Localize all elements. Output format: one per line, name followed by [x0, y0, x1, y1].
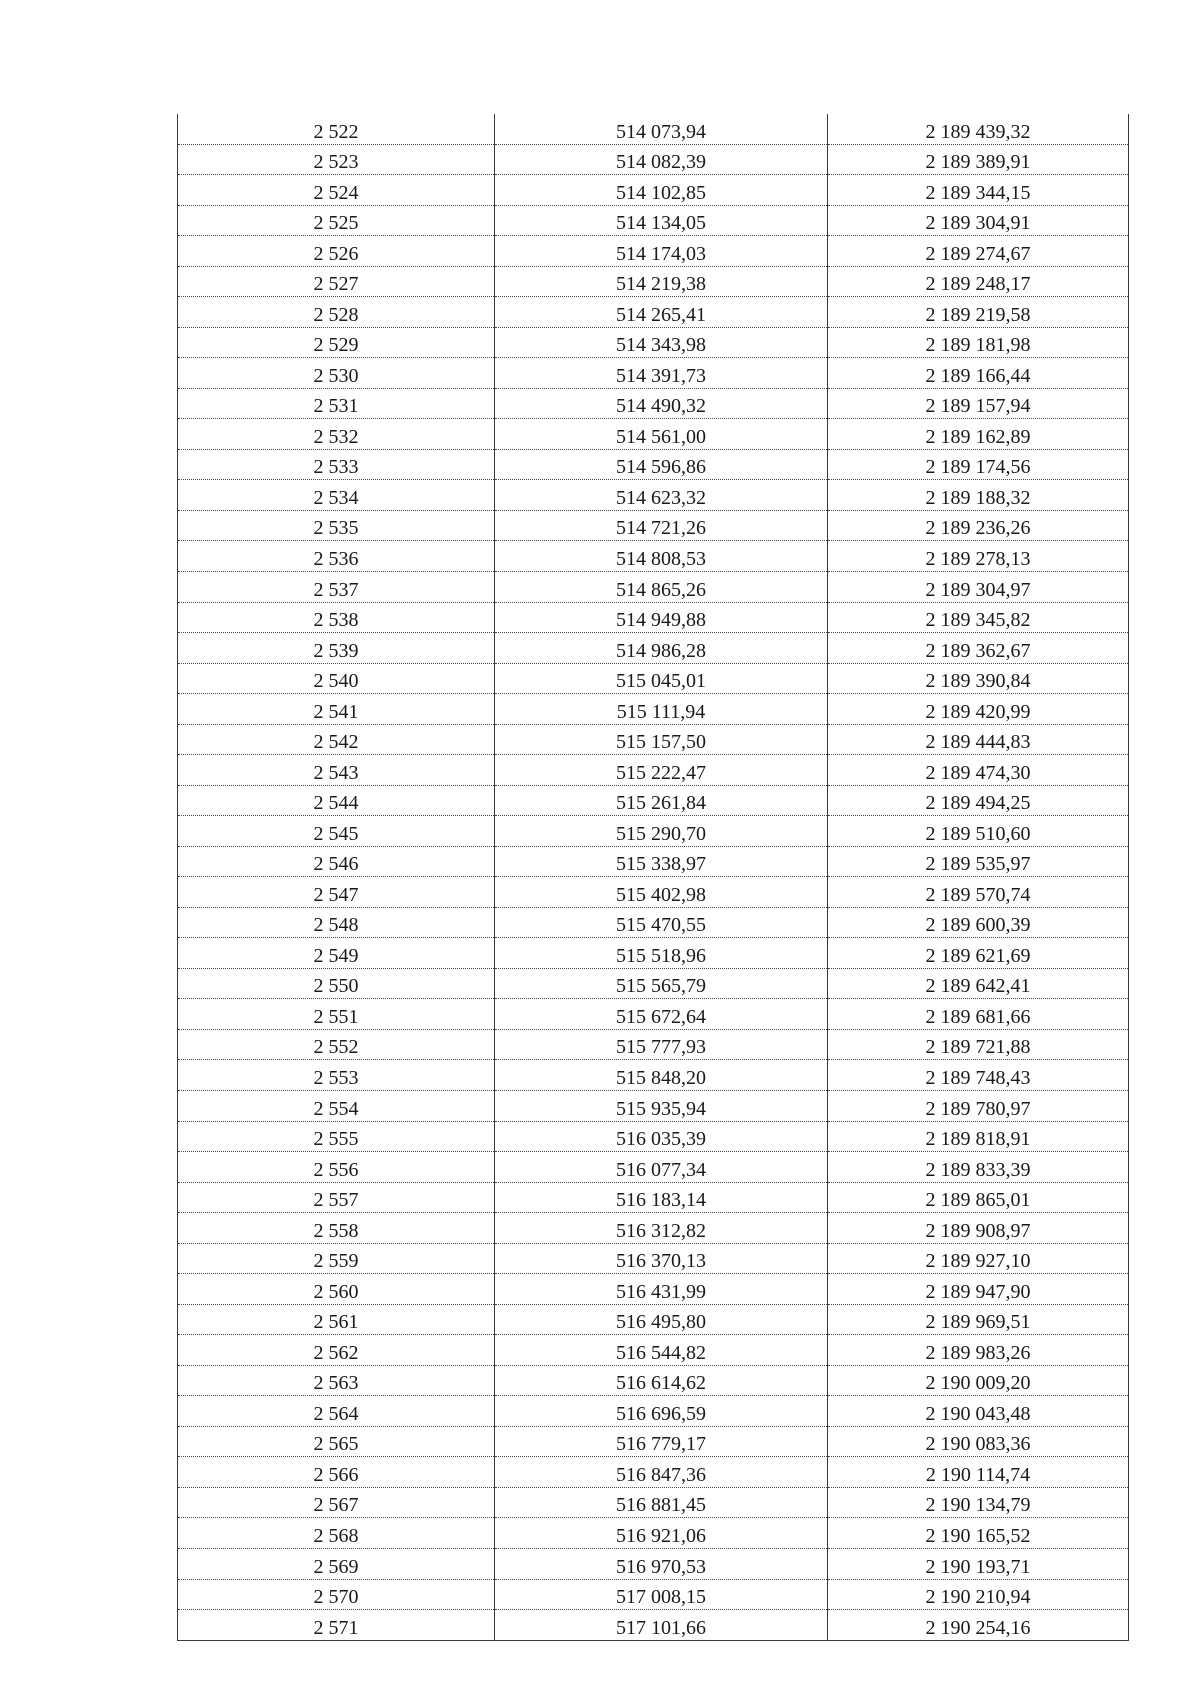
- y-coordinate-cell: 2 189 510,60: [828, 816, 1129, 847]
- table-row: [178, 694, 1129, 725]
- y-coordinate-cell: 2 189 927,10: [828, 1243, 1129, 1274]
- x-coordinate-cell: 514 265,41: [495, 297, 828, 328]
- x-coordinate-cell: 516 544,82: [495, 1335, 828, 1366]
- y-coordinate-cell: 2 190 165,52: [828, 1518, 1129, 1549]
- table-row: [178, 907, 1129, 938]
- y-coordinate-cell: 2 190 254,16: [828, 1610, 1129, 1641]
- y-coordinate-cell: 2 189 494,25: [828, 785, 1129, 816]
- x-coordinate-cell: 516 312,82: [495, 1213, 828, 1244]
- point-number-cell: 2 558: [178, 1213, 495, 1244]
- point-number-cell: 2 532: [178, 419, 495, 450]
- y-coordinate-cell: 2 189 947,90: [828, 1274, 1129, 1305]
- table-row: [178, 1457, 1129, 1488]
- y-coordinate-cell: 2 189 345,82: [828, 602, 1129, 633]
- x-coordinate-cell: 514 082,39: [495, 144, 828, 175]
- table-row: [178, 327, 1129, 358]
- point-number-cell: 2 548: [178, 907, 495, 938]
- point-number-cell: 2 524: [178, 175, 495, 206]
- y-coordinate-cell: 2 189 248,17: [828, 266, 1129, 297]
- point-number-cell: 2 570: [178, 1579, 495, 1610]
- point-number-cell: 2 560: [178, 1274, 495, 1305]
- y-coordinate-cell: 2 189 278,13: [828, 541, 1129, 572]
- y-coordinate-cell: 2 189 818,91: [828, 1121, 1129, 1152]
- table-row: [178, 1365, 1129, 1396]
- table-row: [178, 877, 1129, 908]
- point-number-cell: 2 541: [178, 694, 495, 725]
- x-coordinate-cell: 516 431,99: [495, 1274, 828, 1305]
- x-coordinate-cell: 516 921,06: [495, 1518, 828, 1549]
- y-coordinate-cell: 2 189 865,01: [828, 1182, 1129, 1213]
- y-coordinate-cell: 2 189 157,94: [828, 388, 1129, 419]
- table-row: [178, 602, 1129, 633]
- point-number-cell: 2 540: [178, 663, 495, 694]
- point-number-cell: 2 549: [178, 938, 495, 969]
- point-number-cell: 2 528: [178, 297, 495, 328]
- point-number-cell: 2 563: [178, 1365, 495, 1396]
- y-coordinate-cell: 2 189 983,26: [828, 1335, 1129, 1366]
- table-row: [178, 480, 1129, 511]
- x-coordinate-cell: 514 073,94: [495, 114, 828, 144]
- table-row: [178, 724, 1129, 755]
- point-number-cell: 2 552: [178, 1029, 495, 1060]
- y-coordinate-cell: 2 189 439,32: [828, 114, 1129, 144]
- table-row: [178, 1487, 1129, 1518]
- y-coordinate-cell: 2 189 390,84: [828, 663, 1129, 694]
- point-number-cell: 2 543: [178, 755, 495, 786]
- table-row: [178, 1029, 1129, 1060]
- y-coordinate-cell: 2 190 134,79: [828, 1487, 1129, 1518]
- point-number-cell: 2 551: [178, 999, 495, 1030]
- x-coordinate-cell: 514 561,00: [495, 419, 828, 450]
- point-number-cell: 2 556: [178, 1152, 495, 1183]
- table-row: [178, 358, 1129, 389]
- x-coordinate-cell: 514 623,32: [495, 480, 828, 511]
- table-row: [178, 1396, 1129, 1427]
- point-number-cell: 2 544: [178, 785, 495, 816]
- point-number-cell: 2 531: [178, 388, 495, 419]
- point-number-cell: 2 526: [178, 236, 495, 267]
- x-coordinate-cell: 515 565,79: [495, 968, 828, 999]
- table-row: [178, 1091, 1129, 1122]
- table-row: [178, 205, 1129, 236]
- point-number-cell: 2 554: [178, 1091, 495, 1122]
- x-coordinate-cell: 516 077,34: [495, 1152, 828, 1183]
- x-coordinate-cell: 514 986,28: [495, 633, 828, 664]
- table-row: [178, 633, 1129, 664]
- point-number-cell: 2 568: [178, 1518, 495, 1549]
- x-coordinate-cell: 515 261,84: [495, 785, 828, 816]
- y-coordinate-cell: 2 189 600,39: [828, 907, 1129, 938]
- y-coordinate-cell: 2 189 748,43: [828, 1060, 1129, 1091]
- x-coordinate-cell: 514 343,98: [495, 327, 828, 358]
- y-coordinate-cell: 2 190 193,71: [828, 1548, 1129, 1579]
- y-coordinate-cell: 2 189 188,32: [828, 480, 1129, 511]
- x-coordinate-cell: 514 865,26: [495, 571, 828, 602]
- x-coordinate-cell: 514 490,32: [495, 388, 828, 419]
- point-number-cell: 2 545: [178, 816, 495, 847]
- x-coordinate-cell: 514 596,86: [495, 449, 828, 480]
- point-number-cell: 2 530: [178, 358, 495, 389]
- point-number-cell: 2 569: [178, 1548, 495, 1579]
- table-row: [178, 816, 1129, 847]
- point-number-cell: 2 534: [178, 480, 495, 511]
- point-number-cell: 2 565: [178, 1426, 495, 1457]
- y-coordinate-cell: 2 189 444,83: [828, 724, 1129, 755]
- table-row: [178, 144, 1129, 175]
- x-coordinate-cell: 516 970,53: [495, 1548, 828, 1579]
- y-coordinate-cell: 2 189 833,39: [828, 1152, 1129, 1183]
- table-row: [178, 663, 1129, 694]
- x-coordinate-cell: 516 370,13: [495, 1243, 828, 1274]
- table-row: [178, 1182, 1129, 1213]
- table-row: [178, 1243, 1129, 1274]
- y-coordinate-cell: 2 189 642,41: [828, 968, 1129, 999]
- table-row: [178, 846, 1129, 877]
- y-coordinate-cell: 2 189 474,30: [828, 755, 1129, 786]
- y-coordinate-cell: 2 190 114,74: [828, 1457, 1129, 1488]
- y-coordinate-cell: 2 189 420,99: [828, 694, 1129, 725]
- x-coordinate-cell: 514 102,85: [495, 175, 828, 206]
- point-number-cell: 2 522: [178, 114, 495, 144]
- x-coordinate-cell: 514 721,26: [495, 510, 828, 541]
- point-number-cell: 2 550: [178, 968, 495, 999]
- table-row: [178, 999, 1129, 1030]
- y-coordinate-cell: 2 189 681,66: [828, 999, 1129, 1030]
- x-coordinate-cell: 514 219,38: [495, 266, 828, 297]
- table-row: [178, 938, 1129, 969]
- table-row: [178, 571, 1129, 602]
- point-number-cell: 2 561: [178, 1304, 495, 1335]
- x-coordinate-cell: 515 338,97: [495, 846, 828, 877]
- x-coordinate-cell: 514 808,53: [495, 541, 828, 572]
- point-number-cell: 2 539: [178, 633, 495, 664]
- point-number-cell: 2 529: [178, 327, 495, 358]
- point-number-cell: 2 525: [178, 205, 495, 236]
- y-coordinate-cell: 2 190 083,36: [828, 1426, 1129, 1457]
- y-coordinate-cell: 2 189 908,97: [828, 1213, 1129, 1244]
- x-coordinate-cell: 515 518,96: [495, 938, 828, 969]
- point-number-cell: 2 533: [178, 449, 495, 480]
- table-row: [178, 449, 1129, 480]
- y-coordinate-cell: 2 189 174,56: [828, 449, 1129, 480]
- point-number-cell: 2 536: [178, 541, 495, 572]
- table-row: [178, 175, 1129, 206]
- y-coordinate-cell: 2 189 362,67: [828, 633, 1129, 664]
- table-row: [178, 785, 1129, 816]
- y-coordinate-cell: 2 189 181,98: [828, 327, 1129, 358]
- y-coordinate-cell: 2 189 535,97: [828, 846, 1129, 877]
- y-coordinate-cell: 2 190 043,48: [828, 1396, 1129, 1427]
- point-number-cell: 2 535: [178, 510, 495, 541]
- y-coordinate-cell: 2 190 009,20: [828, 1365, 1129, 1396]
- x-coordinate-cell: 516 847,36: [495, 1457, 828, 1488]
- point-number-cell: 2 557: [178, 1182, 495, 1213]
- x-coordinate-cell: 516 696,59: [495, 1396, 828, 1427]
- table-row: [178, 510, 1129, 541]
- y-coordinate-cell: 2 189 344,15: [828, 175, 1129, 206]
- x-coordinate-cell: 515 848,20: [495, 1060, 828, 1091]
- coordinates-table: [177, 114, 1129, 1641]
- x-coordinate-cell: 515 157,50: [495, 724, 828, 755]
- point-number-cell: 2 537: [178, 571, 495, 602]
- table-row: [178, 388, 1129, 419]
- x-coordinate-cell: 514 174,03: [495, 236, 828, 267]
- table-row: [178, 114, 1129, 144]
- x-coordinate-cell: 516 614,62: [495, 1365, 828, 1396]
- x-coordinate-cell: 515 402,98: [495, 877, 828, 908]
- x-coordinate-cell: 515 777,93: [495, 1029, 828, 1060]
- y-coordinate-cell: 2 189 969,51: [828, 1304, 1129, 1335]
- point-number-cell: 2 546: [178, 846, 495, 877]
- table-row: [178, 1304, 1129, 1335]
- x-coordinate-cell: 515 935,94: [495, 1091, 828, 1122]
- y-coordinate-cell: 2 189 236,26: [828, 510, 1129, 541]
- x-coordinate-cell: 514 134,05: [495, 205, 828, 236]
- x-coordinate-cell: 516 881,45: [495, 1487, 828, 1518]
- x-coordinate-cell: 516 779,17: [495, 1426, 828, 1457]
- x-coordinate-cell: 515 290,70: [495, 816, 828, 847]
- y-coordinate-cell: 2 189 274,67: [828, 236, 1129, 267]
- y-coordinate-cell: 2 189 389,91: [828, 144, 1129, 175]
- table-row: [178, 541, 1129, 572]
- y-coordinate-cell: 2 189 219,58: [828, 297, 1129, 328]
- table-row: [178, 1335, 1129, 1366]
- table-row: [178, 1426, 1129, 1457]
- y-coordinate-cell: 2 189 780,97: [828, 1091, 1129, 1122]
- point-number-cell: 2 523: [178, 144, 495, 175]
- y-coordinate-cell: 2 190 210,94: [828, 1579, 1129, 1610]
- table-row: [178, 236, 1129, 267]
- x-coordinate-cell: 517 008,15: [495, 1579, 828, 1610]
- point-number-cell: 2 566: [178, 1457, 495, 1488]
- table-row: [178, 755, 1129, 786]
- x-coordinate-cell: 517 101,66: [495, 1610, 828, 1641]
- y-coordinate-cell: 2 189 721,88: [828, 1029, 1129, 1060]
- table-row: [178, 297, 1129, 328]
- table-row: [178, 419, 1129, 450]
- table-row: [178, 1579, 1129, 1610]
- y-coordinate-cell: 2 189 166,44: [828, 358, 1129, 389]
- y-coordinate-cell: 2 189 162,89: [828, 419, 1129, 450]
- y-coordinate-cell: 2 189 570,74: [828, 877, 1129, 908]
- point-number-cell: 2 567: [178, 1487, 495, 1518]
- table-row: [178, 968, 1129, 999]
- point-number-cell: 2 555: [178, 1121, 495, 1152]
- table-row: [178, 1121, 1129, 1152]
- point-number-cell: 2 527: [178, 266, 495, 297]
- x-coordinate-cell: 516 495,80: [495, 1304, 828, 1335]
- point-number-cell: 2 553: [178, 1060, 495, 1091]
- table-row: [178, 1060, 1129, 1091]
- table-row: [178, 1518, 1129, 1549]
- x-coordinate-cell: 515 111,94: [495, 694, 828, 725]
- x-coordinate-cell: 515 672,64: [495, 999, 828, 1030]
- point-number-cell: 2 542: [178, 724, 495, 755]
- point-number-cell: 2 562: [178, 1335, 495, 1366]
- y-coordinate-cell: 2 189 304,97: [828, 571, 1129, 602]
- x-coordinate-cell: 515 470,55: [495, 907, 828, 938]
- coordinates-table-body: [178, 114, 1129, 1640]
- point-number-cell: 2 571: [178, 1610, 495, 1641]
- point-number-cell: 2 559: [178, 1243, 495, 1274]
- x-coordinate-cell: 516 183,14: [495, 1182, 828, 1213]
- table-row: [178, 1274, 1129, 1305]
- x-coordinate-cell: 514 949,88: [495, 602, 828, 633]
- x-coordinate-cell: 514 391,73: [495, 358, 828, 389]
- table-row: [178, 1213, 1129, 1244]
- y-coordinate-cell: 2 189 304,91: [828, 205, 1129, 236]
- y-coordinate-cell: 2 189 621,69: [828, 938, 1129, 969]
- point-number-cell: 2 564: [178, 1396, 495, 1427]
- x-coordinate-cell: 515 045,01: [495, 663, 828, 694]
- x-coordinate-cell: 516 035,39: [495, 1121, 828, 1152]
- point-number-cell: 2 538: [178, 602, 495, 633]
- x-coordinate-cell: 515 222,47: [495, 755, 828, 786]
- table-row: [178, 1548, 1129, 1579]
- table-row: [178, 1610, 1129, 1641]
- table-row: [178, 266, 1129, 297]
- point-number-cell: 2 547: [178, 877, 495, 908]
- table-row: [178, 1152, 1129, 1183]
